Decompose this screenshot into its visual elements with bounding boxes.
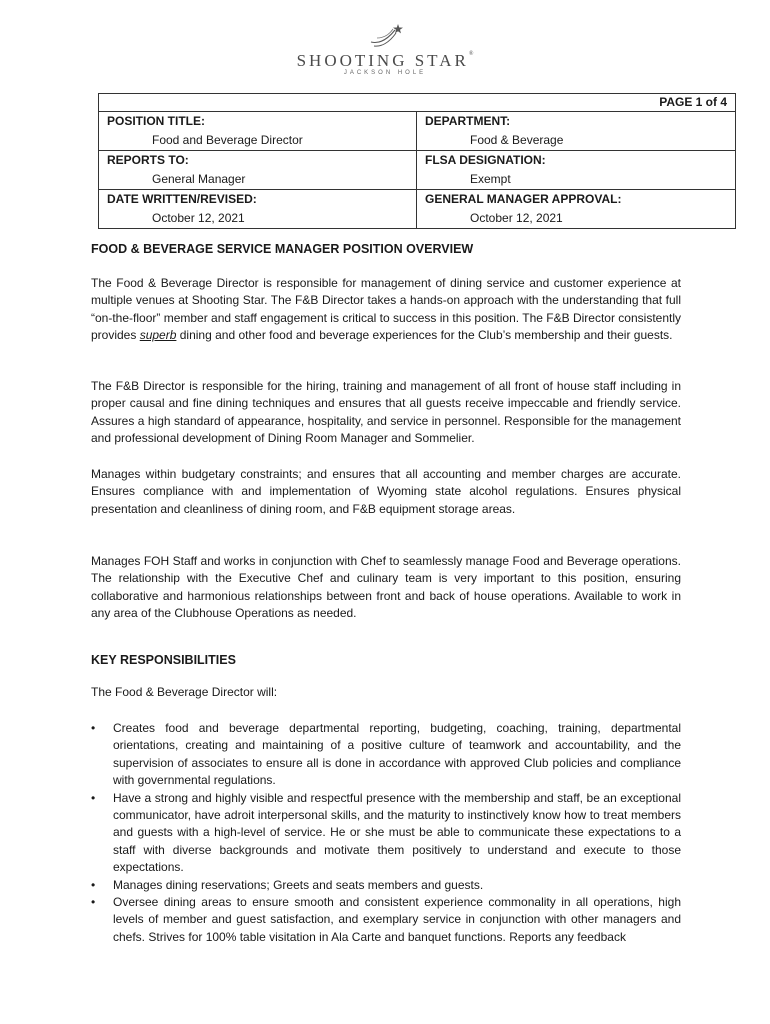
position-title-value: Food and Beverage Director: [152, 133, 303, 147]
logo-subtitle: JACKSON HOLE: [343, 70, 427, 76]
overview-paragraph-2: The F&B Director is responsible for the hiring, training and management of all front of house staff including in proper causal and fine dining techniques and ensures that all guests receive impeccable and friendly service. Assures a high standard of appearance, hospitality, and service in personnel. Responsible for the management and professional development of Dining Room Manager and Sommelier.: [91, 379, 681, 446]
logo: [0, 22, 770, 76]
position-title-label: POSITION TITLE:: [107, 114, 205, 128]
flsa-value: Exempt: [470, 172, 511, 186]
position-info-table: [98, 93, 736, 229]
responsibilities-list: [91, 720, 681, 946]
overview-paragraph-4: Manages FOH Staff and works in conjunction with Chef to seamlessly manage Food and Beverage operations. The relationship with the Executive Chef and culinary team is very important to this position, ensuring collaborative and harmonious relationships between front and back of house operations. Available to work in any area of the Clubhouse Operations as needed.: [91, 554, 681, 621]
reports-to-value: General Manager: [152, 172, 246, 186]
responsibilities-list-wrapper: [91, 720, 681, 946]
reports-to-cell: [99, 151, 417, 190]
overview-paragraph-3: Manages within budgetary constraints; and ensures that all accounting and member charges are accurate. Ensures compliance with and implementation of Wyoming state alcohol regulations. Ensures physical presentation and cleanliness of dining room, and F&B equipment storage areas.: [91, 467, 681, 516]
reports-to-label: REPORTS TO:: [107, 153, 189, 167]
department-value: Food & Beverage: [470, 133, 564, 147]
responsibilities-heading: KEY RESPONSIBILITIES: [91, 653, 236, 667]
list-item: • Manages dining reservations; Greets and seats members and guests.: [91, 877, 681, 894]
gm-approval-label: GENERAL MANAGER APPROVAL:: [425, 192, 622, 206]
department-label: DEPARTMENT:: [425, 114, 511, 128]
gm-approval-cell: [417, 190, 736, 229]
date-written-value: October 12, 2021: [152, 211, 245, 225]
list-item: • Have a strong and highly visible and respectful presence with the membership and staff, be an exceptional communicator, have adroit interpersonal skills, and the maturity to instinctively know how to treat members and guests with a high-level of service. He or she must be able to communicate these expectations to a staff with diverse backgrounds and motivate them positively to understand and execute to those expectations.: [91, 790, 681, 877]
shooting-star-icon: [365, 22, 405, 50]
date-written-cell: [99, 190, 417, 229]
flsa-cell: [417, 151, 736, 190]
emphasis-superb: superb: [139, 328, 177, 343]
logo-name: SHOOTING STAR®: [296, 51, 474, 70]
date-written-label: DATE WRITTEN/REVISED:: [107, 192, 257, 206]
department-cell: [417, 112, 736, 151]
list-item: • Oversee dining areas to ensure smooth and consistent experience commonality in all operations, high levels of member and guest satisfaction, and exemplary service in conjunction with other managers and chefs. Strives for 100% table visitation in Ala Carte and banquet functions. Reports any feedback: [91, 894, 681, 946]
list-item: • Creates food and beverage departmental reporting, budgeting, coaching, training, departmental orientations, creating and maintaining of a positive culture of teamwork and accountability, and the supervision of associates to ensure all is done in accordance with approved Club policies and compliance with governmental regulations.: [91, 720, 681, 790]
flsa-label: FLSA DESIGNATION:: [425, 153, 546, 167]
overview-paragraph-1: The Food & Beverage Director is responsible for management of dining service and customer experience at multiple venues at Shooting Star. The F&B Director takes a hands-on approach with the understanding that full “on-the-floor” member and staff engagement is critical to success in this position. The F&B Director consistently provides superb dining and other food and beverage experiences for the Club’s membership and their guests.: [91, 276, 681, 343]
position-title-cell: [99, 112, 417, 151]
responsibilities-intro: The Food & Beverage Director will:: [91, 685, 278, 699]
overview-heading: FOOD & BEVERAGE SERVICE MANAGER POSITION OVERVIEW: [91, 242, 474, 256]
gm-approval-value: October 12, 2021: [470, 211, 563, 225]
page-number: PAGE 1 of 4: [99, 94, 736, 112]
